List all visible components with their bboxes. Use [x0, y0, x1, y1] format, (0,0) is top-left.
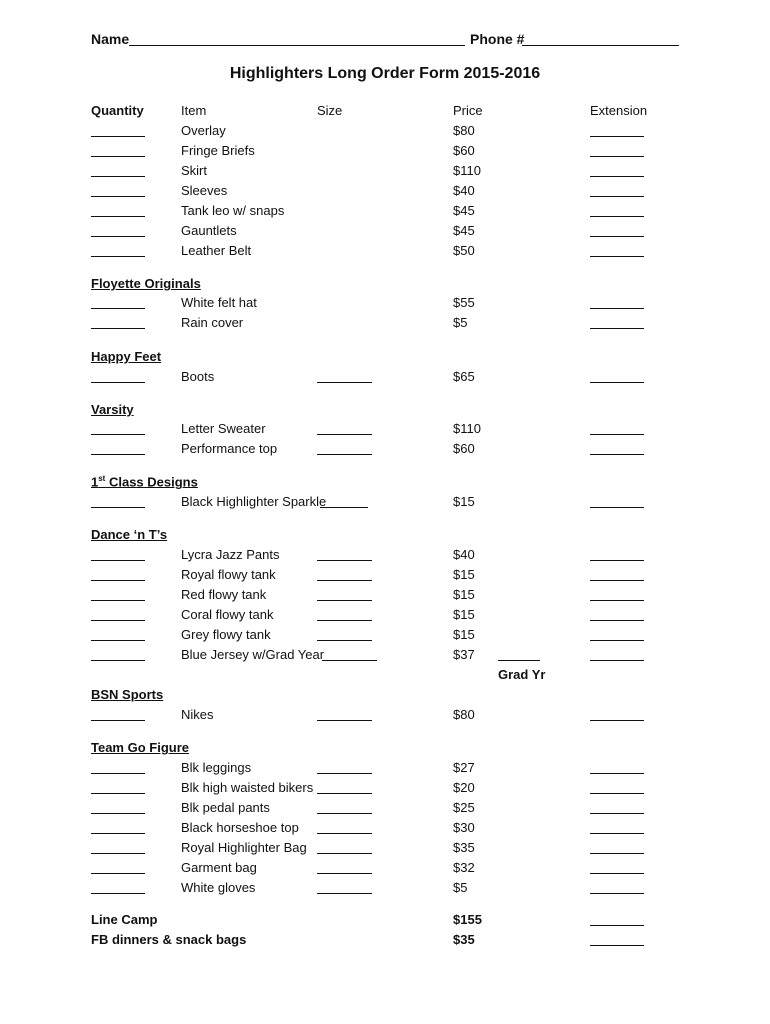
grad-year-label: Grad Yr [498, 667, 546, 682]
item-price: $20 [453, 780, 475, 795]
quantity-field[interactable] [91, 773, 145, 774]
item-price: $30 [453, 820, 475, 835]
extension-field[interactable] [590, 720, 644, 721]
size-field[interactable] [317, 580, 372, 581]
item-name: Blk high waisted bikers [181, 780, 314, 795]
extension-field[interactable] [590, 925, 644, 926]
item-name: Tank leo w/ snaps [181, 203, 285, 218]
extension-field[interactable] [590, 136, 644, 137]
section-title-floyette: Floyette Originals [91, 276, 201, 291]
extension-field[interactable] [590, 196, 644, 197]
item-price: $15 [453, 567, 475, 582]
item-name: White gloves [181, 880, 256, 895]
extension-field[interactable] [590, 256, 644, 257]
quantity-field[interactable] [91, 833, 145, 834]
item-price: $40 [453, 183, 475, 198]
size-field[interactable] [317, 893, 372, 894]
item-name: Garment bag [181, 860, 257, 875]
quantity-field[interactable] [91, 560, 145, 561]
quantity-header: Quantity [91, 103, 144, 118]
extension-field[interactable] [590, 873, 644, 874]
item-name: Overlay [181, 123, 226, 138]
size-field[interactable] [317, 454, 372, 455]
section-title-bsn: BSN Sports [91, 687, 164, 702]
extension-field[interactable] [590, 660, 644, 661]
item-name: Rain cover [181, 315, 244, 330]
size-field[interactable] [322, 660, 377, 661]
item-name: Grey flowy tank [181, 627, 271, 642]
size-field[interactable] [320, 507, 368, 508]
extension-field[interactable] [590, 434, 644, 435]
name-label: Name [91, 31, 130, 47]
size-field[interactable] [317, 600, 372, 601]
item-name: Black horseshoe top [181, 820, 299, 835]
extension-field[interactable] [590, 893, 644, 894]
extension-field[interactable] [590, 773, 644, 774]
quantity-field[interactable] [91, 640, 145, 641]
size-field[interactable] [317, 640, 372, 641]
item-name: Line Camp [91, 912, 158, 927]
quantity-field[interactable] [91, 813, 145, 814]
item-price: $35 [453, 932, 475, 947]
size-field[interactable] [317, 873, 372, 874]
item-price: $60 [453, 143, 475, 158]
section-title-happy-feet: Happy Feet [91, 349, 162, 364]
name-field[interactable] [129, 45, 465, 46]
quantity-field[interactable] [91, 196, 145, 197]
item-name: White felt hat [181, 295, 257, 310]
quantity-field[interactable] [91, 308, 145, 309]
item-price: $27 [453, 760, 475, 775]
section-title-text: Class Designs [105, 474, 198, 490]
item-price: $15 [453, 494, 475, 509]
size-field[interactable] [317, 620, 372, 621]
extension-field[interactable] [590, 454, 644, 455]
item-price: $45 [453, 203, 475, 218]
quantity-field[interactable] [91, 454, 145, 455]
item-name: Fringe Briefs [181, 143, 255, 158]
size-field[interactable] [317, 560, 372, 561]
quantity-field[interactable] [91, 156, 145, 157]
section-title-first-class [91, 474, 198, 489]
quantity-field[interactable] [91, 720, 145, 721]
item-price: $37 [453, 647, 475, 662]
extension-field[interactable] [590, 216, 644, 217]
item-name: Blk leggings [181, 760, 252, 775]
item-header: Item [181, 103, 207, 118]
item-name: Royal flowy tank [181, 567, 276, 582]
item-price: $5 [453, 880, 468, 895]
item-name: Royal Highlighter Bag [181, 840, 307, 855]
quantity-field[interactable] [91, 236, 145, 237]
extension-field[interactable] [590, 308, 644, 309]
quantity-field[interactable] [91, 216, 145, 217]
extension-field[interactable] [590, 328, 644, 329]
item-name: Blue Jersey w/Grad Year [181, 647, 325, 662]
item-price: $15 [453, 607, 475, 622]
extension-field[interactable] [590, 236, 644, 237]
item-name: Lycra Jazz Pants [181, 547, 280, 562]
size-field[interactable] [317, 833, 372, 834]
quantity-field[interactable] [91, 580, 145, 581]
section-title-superscript: st [98, 474, 106, 483]
item-price: $60 [453, 441, 475, 456]
item-price: $110 [453, 163, 481, 178]
quantity-field[interactable] [91, 136, 145, 137]
phone-label: Phone # [470, 31, 525, 47]
extension-field[interactable] [590, 640, 644, 641]
quantity-field[interactable] [91, 793, 145, 794]
item-name: Sleeves [181, 183, 228, 198]
item-price: $15 [453, 627, 475, 642]
item-name: Skirt [181, 163, 207, 178]
item-name: Letter Sweater [181, 421, 266, 436]
item-name: Coral flowy tank [181, 607, 274, 622]
extension-field[interactable] [590, 176, 644, 177]
quantity-field[interactable] [91, 507, 145, 508]
grad-year-field[interactable] [498, 660, 540, 661]
section-title-number: 1 [91, 474, 99, 490]
item-price: $45 [453, 223, 475, 238]
quantity-field[interactable] [91, 434, 145, 435]
price-header: Price [453, 103, 483, 118]
quantity-field[interactable] [91, 620, 145, 621]
extension-field[interactable] [590, 560, 644, 561]
extension-field[interactable] [590, 833, 644, 834]
quantity-field[interactable] [91, 873, 145, 874]
size-field[interactable] [317, 382, 372, 383]
quantity-field[interactable] [91, 853, 145, 854]
extension-field[interactable] [590, 620, 644, 621]
extension-field[interactable] [590, 793, 644, 794]
item-name: Performance top [181, 441, 278, 456]
item-price: $65 [453, 369, 475, 384]
page-title: Highlighters Long Order Form 2015-2016 [229, 65, 541, 82]
item-name: Gauntlets [181, 223, 237, 238]
section-title-team-go: Team Go Figure [91, 740, 189, 755]
item-name: Blk pedal pants [181, 800, 270, 815]
extension-field[interactable] [590, 382, 644, 383]
size-field[interactable] [317, 773, 372, 774]
extension-field[interactable] [590, 507, 644, 508]
phone-field[interactable] [522, 45, 679, 46]
item-price: $50 [453, 243, 475, 258]
item-price: $5 [453, 315, 468, 330]
section-title-dance: Dance ‘n T’s [91, 527, 168, 542]
item-price: $80 [453, 707, 475, 722]
item-name: Black Highlighter Sparkle [181, 494, 327, 509]
item-price: $110 [453, 421, 481, 436]
item-price: $80 [453, 123, 475, 138]
section-title-varsity: Varsity [91, 402, 134, 417]
item-name: Red flowy tank [181, 587, 267, 602]
quantity-field[interactable] [91, 328, 145, 329]
extension-field[interactable] [590, 853, 644, 854]
extension-header: Extension [590, 103, 648, 118]
quantity-field[interactable] [91, 893, 145, 894]
quantity-field[interactable] [91, 600, 145, 601]
size-field[interactable] [317, 853, 372, 854]
size-field[interactable] [317, 720, 372, 721]
extension-field[interactable] [590, 156, 644, 157]
item-price: $25 [453, 800, 475, 815]
item-price: $40 [453, 547, 475, 562]
item-price: $55 [453, 295, 475, 310]
quantity-field[interactable] [91, 382, 145, 383]
item-price: $32 [453, 860, 475, 875]
extension-field[interactable] [590, 945, 644, 946]
size-field[interactable] [317, 434, 372, 435]
item-name: Leather Belt [181, 243, 252, 258]
size-field[interactable] [317, 813, 372, 814]
quantity-field[interactable] [91, 256, 145, 257]
item-name: Nikes [181, 707, 214, 722]
quantity-field[interactable] [91, 660, 145, 661]
item-price: $35 [453, 840, 475, 855]
size-field[interactable] [317, 793, 372, 794]
item-name: Boots [181, 369, 215, 384]
quantity-field[interactable] [91, 176, 145, 177]
size-header: Size [317, 103, 343, 118]
extension-field[interactable] [590, 580, 644, 581]
extension-field[interactable] [590, 600, 644, 601]
item-name: FB dinners & snack bags [91, 932, 247, 947]
extension-field[interactable] [590, 813, 644, 814]
item-price: $155 [453, 912, 482, 927]
item-price: $15 [453, 587, 475, 602]
